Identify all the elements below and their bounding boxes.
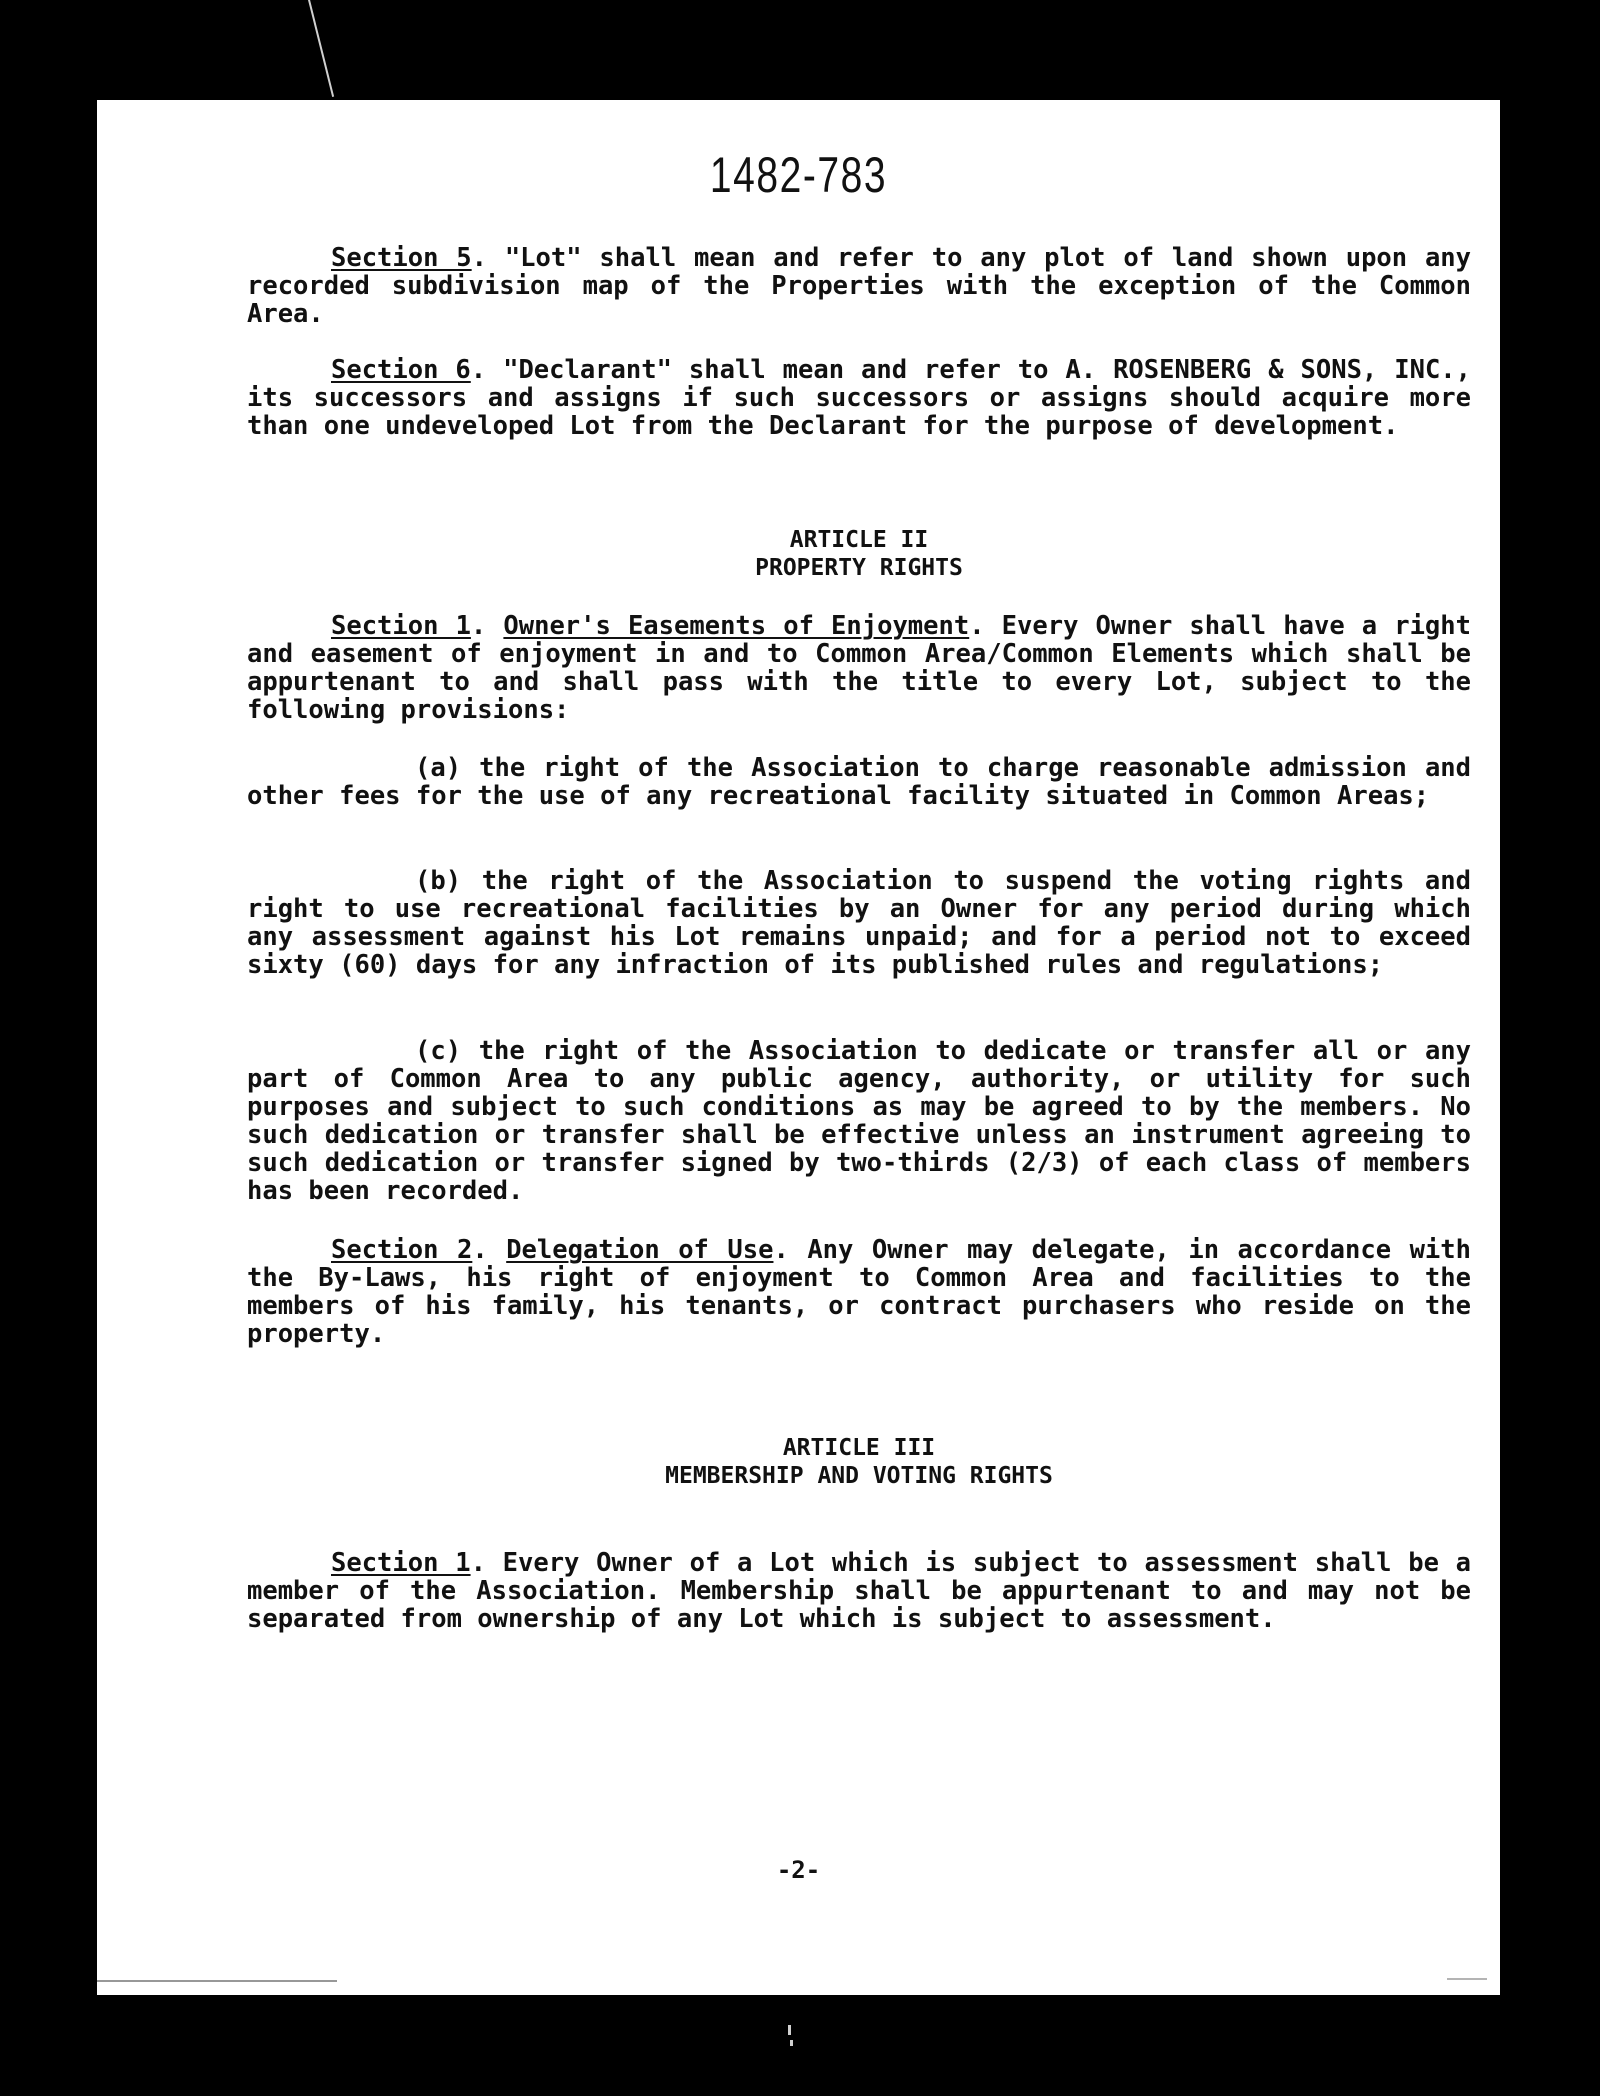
scan-mark-bottom-2 <box>790 2040 793 2046</box>
scan-noise-bottom-right <box>1447 1978 1487 1980</box>
article-3-subtitle: MEMBERSHIP AND VOTING RIGHTS <box>665 1463 1053 1489</box>
article-2-section-1-text: . Every Owner shall have a right and easement of enjoyment in and to Common Area/Common Elements which shall be appurtenant to and shall pass with the title to every Lot, subject to the following provisions: <box>247 611 1471 725</box>
provision-c-paragraph <box>247 1037 1471 1205</box>
article-3-section-1-paragraph <box>247 1549 1471 1633</box>
section-6-paragraph <box>247 356 1471 440</box>
scan-scratch-top <box>308 0 334 97</box>
section-5-text: . "Lot" shall mean and refer to any plot of land shown upon any recorded subdivision map of the Properties with the exception of the Common Area. <box>247 243 1472 329</box>
article-2-section-1-paragraph <box>247 612 1471 724</box>
page-number: -2- <box>776 1856 821 1884</box>
article-3-title: ARTICLE III <box>782 1435 936 1461</box>
article-3-section-1-label: Section 1 <box>331 1548 471 1578</box>
article-2-subtitle: PROPERTY RIGHTS <box>755 555 963 581</box>
document-page <box>97 100 1500 1995</box>
article-2-section-2-label: Section 2 <box>331 1235 473 1265</box>
article-2-section-2-separator: . <box>472 1235 507 1265</box>
article-2-section-1-separator: . <box>470 611 504 641</box>
section-5-paragraph <box>247 244 1471 328</box>
scan-noise-bottom-left <box>97 1980 337 1982</box>
provision-b-text: (b) the right of the Association to suspend the voting rights and right to use recreational facilities by an Owner for any period during which any assessment against his Lot remains unpaid; and for a period not to exceed sixty (60) days for any infraction of its published rules and regulations; <box>247 866 1471 980</box>
article-2-section-2-heading: Delegation of Use <box>506 1235 774 1265</box>
article-2-title: ARTICLE II <box>789 527 929 553</box>
article-3-section-1-text: . Every Owner of a Lot which is subject to assessment shall be a member of the Association. Membership shall be appurtenant to and may not be separated from ownership of any Lot which is subject to assessment. <box>247 1548 1472 1634</box>
article-2-section-2-text: . Any Owner may delegate, in accordance with the By-Laws, his right of enjoyment to Common Area and facilities to the members of his family, his tenants, or contract purchasers who reside on the property. <box>247 1235 1471 1349</box>
article-2-section-2-paragraph <box>247 1236 1471 1348</box>
provision-b-paragraph <box>247 867 1471 979</box>
provision-a-text: (a) the right of the Association to charge reasonable admission and other fees for the use of any recreational facility situated in Common Areas; <box>247 753 1471 811</box>
provision-a-paragraph <box>247 754 1471 810</box>
article-2-section-1-heading: Owner's Easements of Enjoyment <box>503 611 970 641</box>
section-6-label: Section 6 <box>331 355 471 385</box>
document-number: 1482-783 <box>709 147 888 203</box>
article-2-section-1-label: Section 1 <box>331 611 471 641</box>
section-6-text: . "Declarant" shall mean and refer to A. ROSENBERG & SONS, INC., its successors and assigns if such successors or assigns should acquire more than one undeveloped Lot from the Declarant for the purpose of development. <box>247 355 1472 441</box>
provision-c-text: (c) the right of the Association to dedicate or transfer all or any part of Common Area to any public agency, authority, or utility for such purposes and subject to such conditions as may be agreed to by the members. No such dedication or transfer shall be effective unless an instrument agreeing to such dedication or transfer signed by two-thirds (2/3) of each class of members has been recorded. <box>247 1036 1471 1206</box>
scan-mark-bottom <box>788 2025 791 2035</box>
section-5-label: Section 5 <box>331 243 472 273</box>
